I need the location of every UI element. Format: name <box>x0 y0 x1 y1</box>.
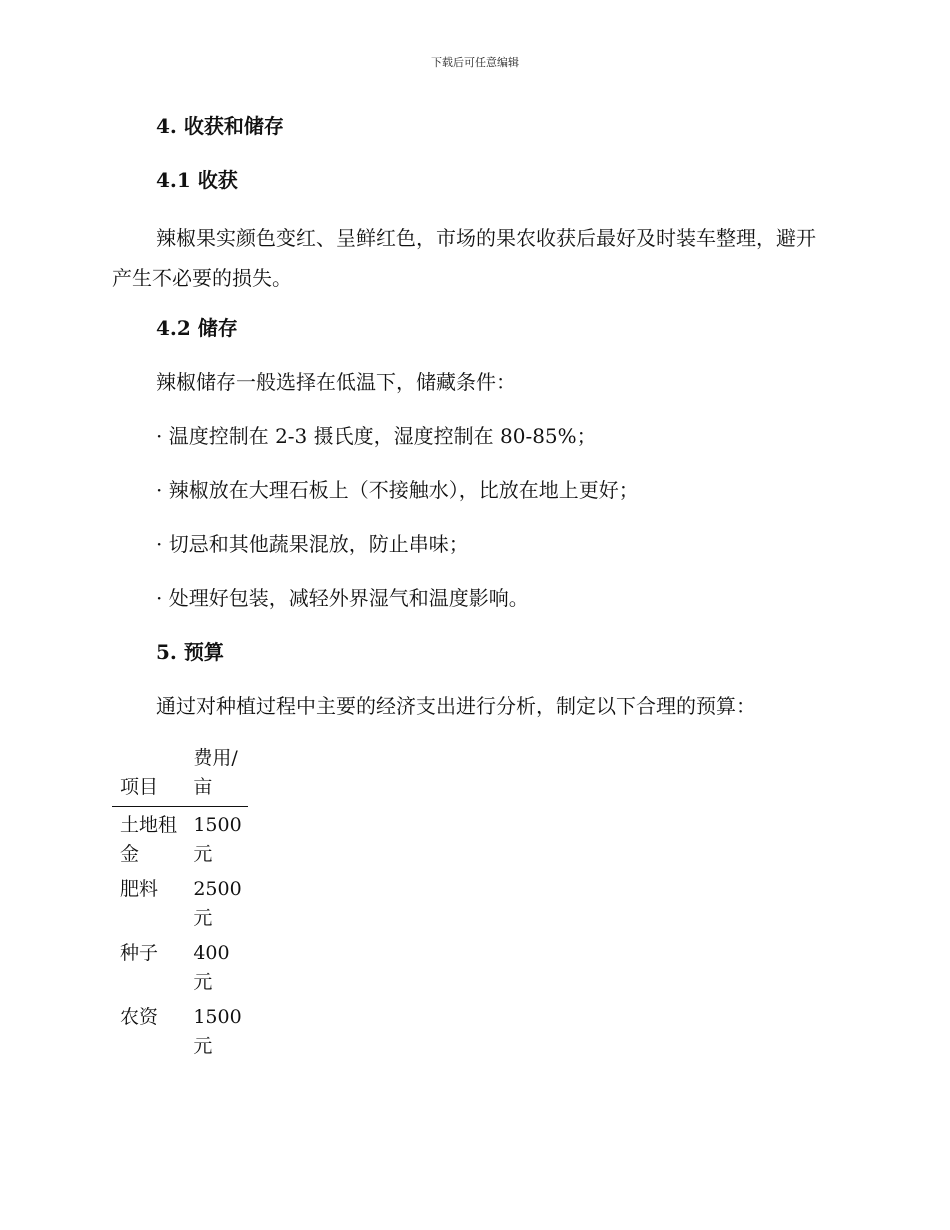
budget-intro: 通过对种植过程中主要的经济支出进行分析，制定以下合理的预算： <box>156 694 756 718</box>
budget-item-fertilizer: 肥料 <box>120 878 159 900</box>
budget-item-seeds: 种子 <box>120 942 159 964</box>
budget-header-item: 项目 <box>112 744 185 807</box>
budget-table-header-row <box>112 744 248 807</box>
budget-cost-supplies: 1500 元 <box>193 1006 242 1057</box>
section-title-budget: 5. 预算 <box>156 640 224 664</box>
storage-bullet-temperature: · 温度控制在 2-3 摄氏度，湿度控制在 80-85%； <box>156 424 597 448</box>
table-row <box>112 807 248 872</box>
table-row <box>112 871 248 935</box>
budget-cost-fertilizer: 2500 元 <box>193 878 242 929</box>
budget-item-supplies: 农资 <box>120 1006 159 1028</box>
budget-table <box>112 744 248 1063</box>
budget-cost-land-rent: 1500 元 <box>193 814 242 865</box>
document-body <box>112 110 832 1063</box>
budget-header-cost: 费用/亩 <box>185 744 248 807</box>
storage-intro: 辣椒储存一般选择在低温下，储藏条件： <box>156 370 516 394</box>
section-title-harvest: 4.1 收获 <box>156 168 238 192</box>
section-title-storage: 4.2 储存 <box>156 316 238 340</box>
budget-item-land-rent: 土地租金 <box>120 814 178 865</box>
storage-bullet-packaging: · 处理好包装，减轻外界湿气和温度影响。 <box>156 586 529 610</box>
table-row <box>112 999 248 1063</box>
header-note: 下载后可任意编辑 <box>431 56 519 69</box>
storage-bullet-no-mixing: · 切忌和其他蔬果混放，防止串味； <box>156 532 469 556</box>
budget-cost-seeds: 400 元 <box>193 942 230 993</box>
harvest-paragraph: 辣椒果实颜色变红、呈鲜红色，市场的果农收获后最好及时装车整理，避开产生不必要的损失。 <box>112 226 816 290</box>
table-row <box>112 935 248 999</box>
storage-bullet-marble: · 辣椒放在大理石板上（不接触水），比放在地上更好； <box>156 478 639 502</box>
section-title-harvest-storage: 4. 收获和储存 <box>156 114 284 138</box>
